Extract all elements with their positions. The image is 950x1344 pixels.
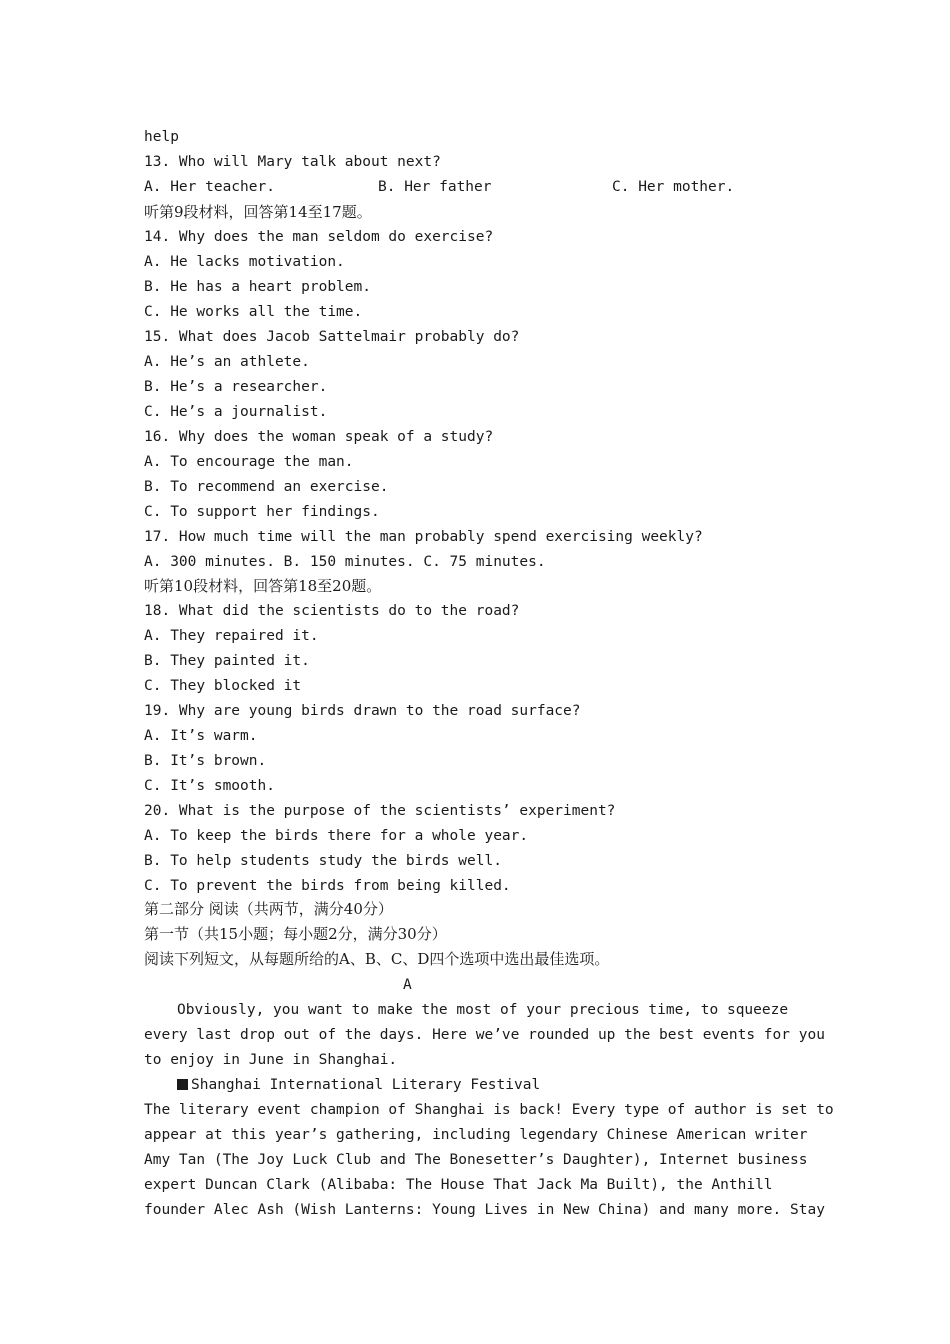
event-title: Shanghai International Literary Festival: [191, 1077, 541, 1093]
option-16a: A. To encourage the man.: [144, 454, 354, 470]
option-16b: B. To recommend an exercise.: [144, 479, 389, 495]
question-13: 13. Who will Mary talk about next?: [144, 154, 441, 170]
option-19b: B. It’s brown.: [144, 753, 267, 769]
options-17: A. 300 minutes. B. 150 minutes. C. 75 minutes.: [144, 554, 546, 570]
option-19c: C. It’s smooth.: [144, 778, 275, 794]
reading-instruction: 阅读下列短文，从每题所给的A、B、C、D四个选项中选出最佳选项。: [144, 950, 610, 968]
option-14b: B. He has a heart problem.: [144, 279, 371, 295]
question-18: 18. What did the scientists do to the road?: [144, 603, 520, 619]
square-bullet-icon: [177, 1079, 188, 1090]
part-heading: 第二部分 阅读（共两节，满分40分）: [144, 900, 393, 918]
passage-line: Amy Tan (The Joy Luck Club and The Bonesetter’s Daughter), Internet business: [144, 1152, 808, 1168]
passage-line: The literary event champion of Shanghai is back! Every type of author is set to: [144, 1102, 834, 1118]
question-14: 14. Why does the man seldom do exercise?: [144, 229, 494, 245]
passage-label: A: [403, 977, 412, 993]
section-heading: 第一节（共15小题；每小题2分，满分30分）: [144, 925, 447, 943]
option-14a: A. He lacks motivation.: [144, 254, 345, 270]
option-13c: C. Her mother.: [612, 179, 735, 195]
option-15a: A. He’s an athlete.: [144, 354, 310, 370]
option-13a: A. Her teacher.: [144, 179, 275, 195]
question-15: 15. What does Jacob Sattelmair probably do?: [144, 329, 520, 345]
option-15b: B. He’s a researcher.: [144, 379, 328, 395]
question-16: 16. Why does the woman speak of a study?: [144, 429, 494, 445]
passage-line: Obviously, you want to make the most of your precious time, to squeeze: [177, 1002, 789, 1018]
option-18c: C. They blocked it: [144, 678, 302, 694]
option-15c: C. He’s a journalist.: [144, 404, 328, 420]
passage-line: every last drop out of the days. Here we’ve rounded up the best events for you: [144, 1027, 825, 1043]
option-14c: C. He works all the time.: [144, 304, 363, 320]
passage-line: expert Duncan Clark (Alibaba: The House That Jack Ma Built), the Anthill: [144, 1177, 773, 1193]
option-20b: B. To help students study the birds well.: [144, 853, 502, 869]
question-17: 17. How much time will the man probably spend exercising weekly?: [144, 529, 703, 545]
text-line: help: [144, 129, 179, 145]
question-20: 20. What is the purpose of the scientists’ experiment?: [144, 803, 616, 819]
section-instruction-9: 听第9段材料，回答第14至17题。: [144, 203, 372, 221]
option-19a: A. It’s warm.: [144, 728, 258, 744]
option-18a: A. They repaired it.: [144, 628, 319, 644]
option-20a: A. To keep the birds there for a whole year.: [144, 828, 529, 844]
passage-line: to enjoy in June in Shanghai.: [144, 1052, 398, 1068]
option-13b: B. Her father: [378, 179, 492, 195]
question-19: 19. Why are young birds drawn to the road surface?: [144, 703, 581, 719]
passage-line: appear at this year’s gathering, including legendary Chinese American writer: [144, 1127, 808, 1143]
option-18b: B. They painted it.: [144, 653, 310, 669]
event-heading: [177, 1073, 540, 1098]
passage-line: founder Alec Ash (Wish Lanterns: Young Lives in New China) and many more. Stay: [144, 1202, 825, 1218]
option-20c: C. To prevent the birds from being killed.: [144, 878, 511, 894]
option-16c: C. To support her findings.: [144, 504, 380, 520]
section-instruction-10: 听第10段材料，回答第18至20题。: [144, 577, 382, 595]
